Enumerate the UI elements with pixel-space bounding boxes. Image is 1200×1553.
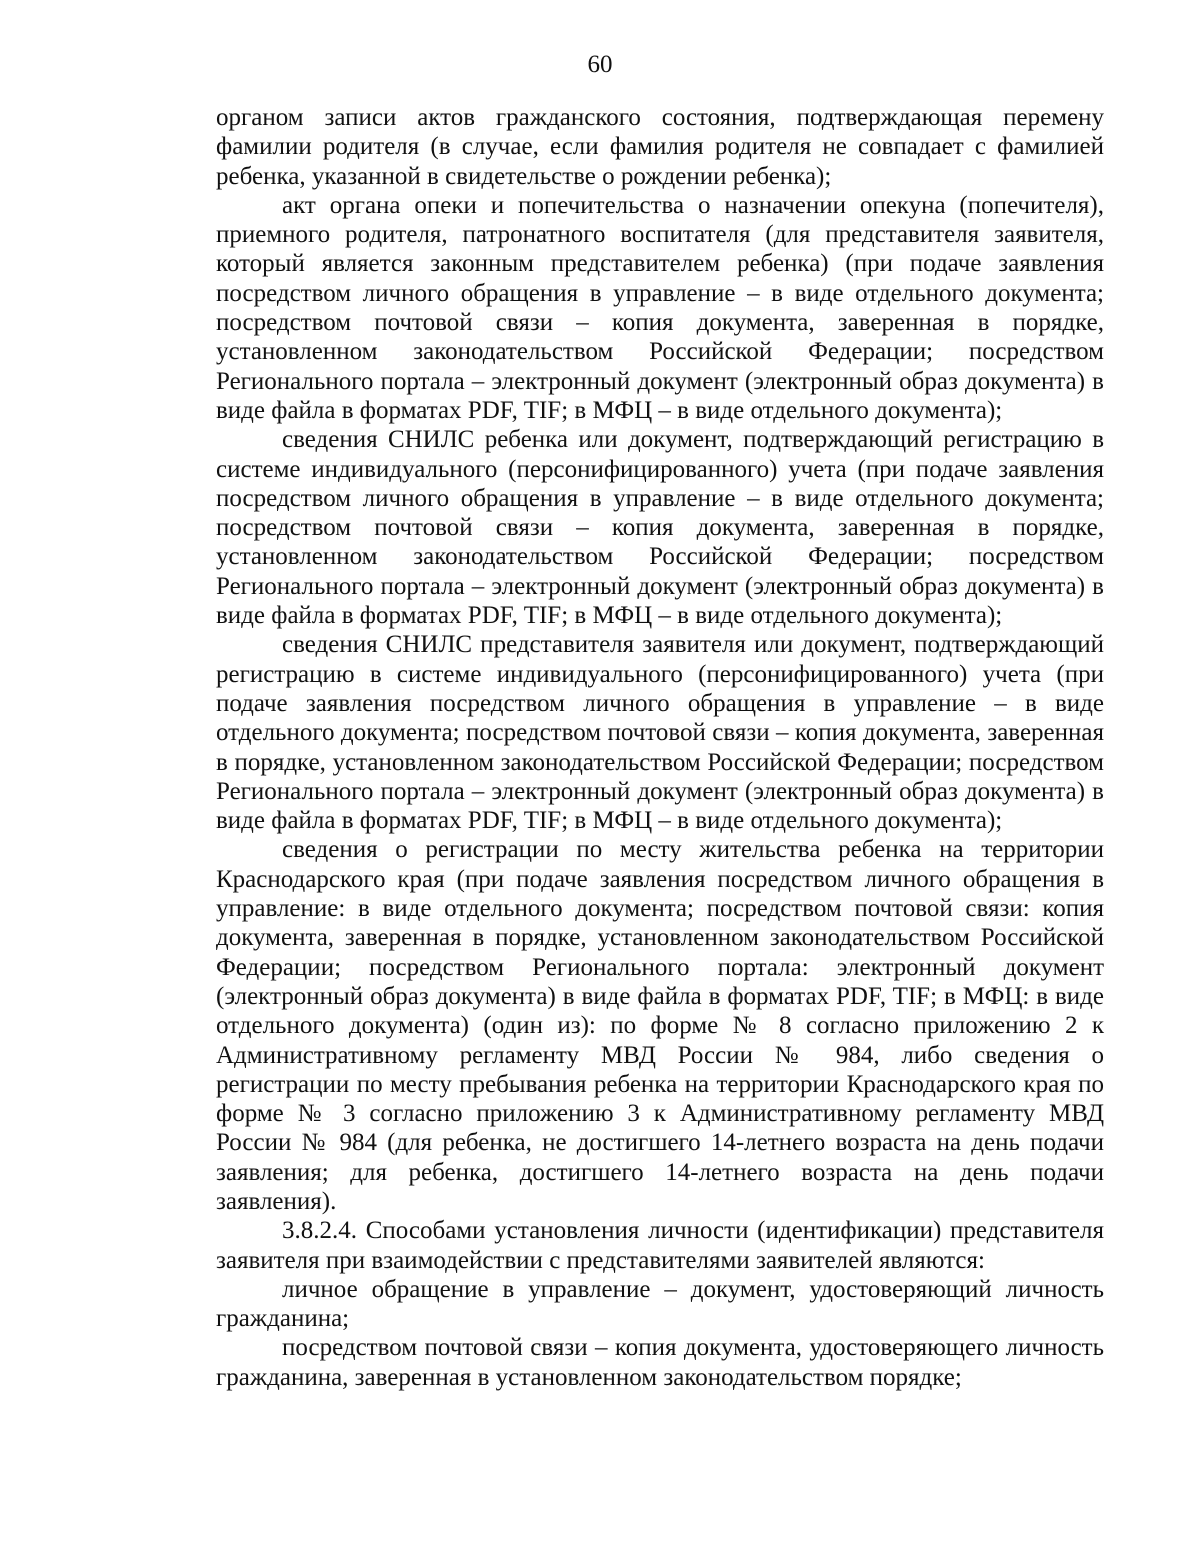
paragraph-parent-surname-change: органом записи актов гражданского состояния, подтверждающая перемену фамилии родителя (в случае, если фамилия родителя не совпадает с фамилией ребенка, указанной в свидетельстве о рождении ребенка);	[216, 104, 1104, 190]
paragraph-representative-snils: сведения СНИЛС представителя заявителя или документ, подтверждающий регистрацию в системе индивидуального (персонифицированного) учета (при подаче заявления посредством личного обращения в управление – в виде отдельного документа; посредством почтовой связи – копия документа, заверенная в порядке, установленном законодательством Российской Федерации; посредством Регионального портала – электронный документ (электронный образ документа) в виде файла в форматах PDF, TIF; в МФЦ – в виде отдельного документа);	[216, 631, 1104, 835]
document-body	[216, 103, 1104, 1392]
paragraph-identification-methods: 3.8.2.4. Способами установления личности (идентификации) представителя заявителя при взаимодействии с представителями заявителей являются:	[216, 1217, 1104, 1274]
paragraph-residence-registration: сведения о регистрации по месту жительства ребенка на территории Краснодарского края (при подаче заявления посредством личного обращения в управление: в виде отдельного документа; посредством почтовой связи: копия документа, заверенная в порядке, установленном законодательством Российской Федерации; посредством Регионального портала: электронный документ (электронный образ документа) в виде файла в форматах PDF, TIF; в МФЦ: в виде отдельного документа) (один из): по форме № 8 согласно приложению 2 к Административному регламенту МВД России № 984, либо сведения о регистрации по месту пребывания ребенка на территории Краснодарского края по форме № 3 согласно приложению 3 к Административному регламенту МВД России № 984 (для ребенка, не достигшего 14-летнего возраста на день подачи заявления; для ребенка, достигшего 14-летнего возраста на день подачи заявления).	[216, 836, 1104, 1215]
page-number: 60	[587, 51, 613, 78]
paragraph-child-snils: сведения СНИЛС ребенка или документ, подтверждающий регистрацию в системе индивидуального (персонифицированного) учета (при подаче заявления посредством личного обращения в управление – в виде отдельного документа; посредством почтовой связи – копия документа, заверенная в порядке, установленном законодательством Российской Федерации; посредством Регионального портала – электронный документ (электронный образ документа) в виде файла в форматах PDF, TIF; в МФЦ – в виде отдельного документа);	[216, 426, 1104, 630]
paragraph-guardianship-act: акт органа опеки и попечительства о назначении опекуна (попечителя), приемного родителя, патронатного воспитателя (для представителя заявителя, который является законным представителем ребенка) (при подаче заявления посредством личного обращения в управление – в виде отдельного документа; посредством почтовой связи – копия документа, заверенная в порядке, установленном законодательством Российской Федерации; посредством Регионального портала – электронный документ (электронный образ документа) в виде файла в форматах PDF, TIF; в МФЦ – в виде отдельного документа);	[216, 191, 1104, 424]
paragraph-personal-visit: личное обращение в управление – документ, удостоверяющий личность гражданина;	[216, 1275, 1104, 1333]
paragraph-postal-service: посредством почтовой связи – копия документа, удостоверяющего личность гражданина, заверенная в установленном законодательством порядке;	[216, 1334, 1104, 1391]
